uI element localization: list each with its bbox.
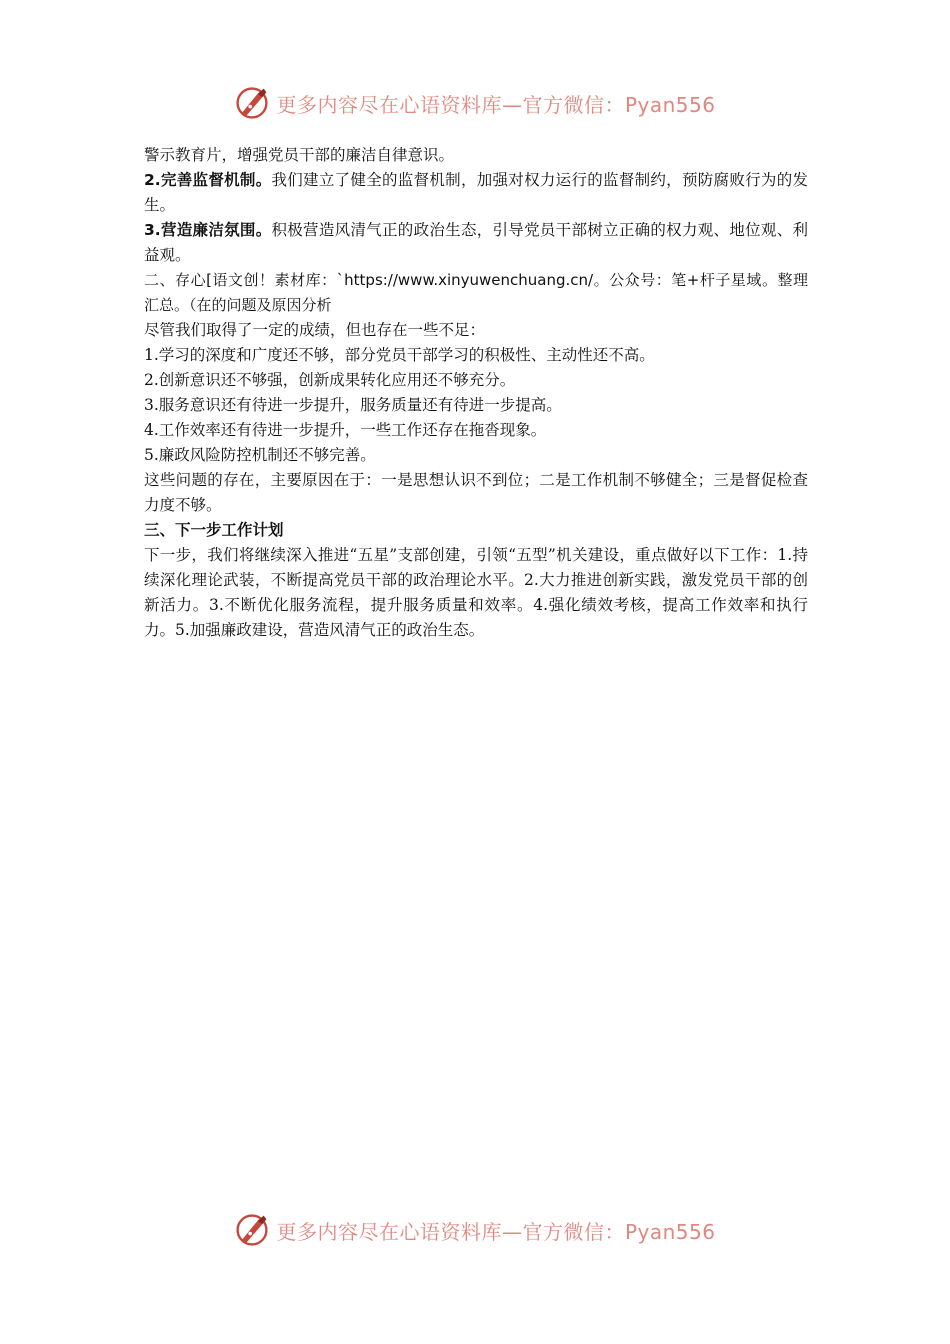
list-item: 4.工作效率还有待进一步提升，一些工作还存在拖沓现象。 [144, 421, 547, 439]
header-watermark-banner [0, 81, 950, 125]
item-body: 我们建立了健全的监督机制，加强对权力运行的监督制约，预防腐败行为的发生。 [144, 171, 808, 214]
banner-text: 更多内容尽在心语资料库—官方微信：Pyan556 [276, 92, 716, 117]
item-lead: 3.营造廉洁氛围。 [144, 221, 272, 239]
paragraph: 下一步，我们将继续深入推进“五星”支部创建，引领“五型”机关建设，重点做好以下工作：1.持续深化理论武装，不断提高党员干部的政治理论水平。2.大力推进创新实践，激发党员干部的创新活力。3.不断优化服务流程，提升服务质量和效率。4.强化绩效考核，提高工作效率和执行力。5.加强廉政建设，营造风清气正的政治生态。 [144, 546, 808, 639]
section-heading-problems: 二、存心[语文创！素材库：`https://www.xinyuwenchuang.cn/。公众号：笔+杆子星域。整理汇总。（在的问题及原因分析 [144, 271, 808, 314]
section-heading-next-plan: 三、下一步工作计划 [144, 521, 284, 539]
document-body [144, 143, 808, 643]
item-lead: 2.完善监督机制。 [144, 171, 272, 189]
banner-text: 更多内容尽在心语资料库—官方微信：Pyan556 [276, 1219, 716, 1244]
list-item: 3.服务意识还有待进一步提升，服务质量还有待进一步提高。 [144, 396, 562, 414]
paragraph: 警示教育片，增强党员干部的廉洁自律意识。 [144, 146, 455, 164]
pen-nib-logo-icon [234, 1212, 270, 1248]
list-item: 2.创新意识还不够强，创新成果转化应用还不够充分。 [144, 371, 516, 389]
footer-watermark-banner [0, 1208, 950, 1252]
list-item: 5.廉政风险防控机制还不够完善。 [144, 446, 376, 464]
item-body: 积极营造风清气正的政治生态，引导党员干部树立正确的权力观、地位观、利益观。 [144, 221, 808, 264]
list-item: 1.学习的深度和广度还不够，部分党员干部学习的积极性、主动性还不高。 [144, 346, 655, 364]
paragraph: 这些问题的存在，主要原因在于：一是思想认识不到位；二是工作机制不够健全；三是督促检查力度不够。 [144, 471, 808, 514]
paragraph: 尽管我们取得了一定的成绩，但也存在一些不足： [144, 321, 486, 339]
paragraph-atmosphere [144, 218, 808, 268]
paragraph-supervision [144, 168, 808, 218]
pen-nib-logo-icon [234, 85, 270, 121]
